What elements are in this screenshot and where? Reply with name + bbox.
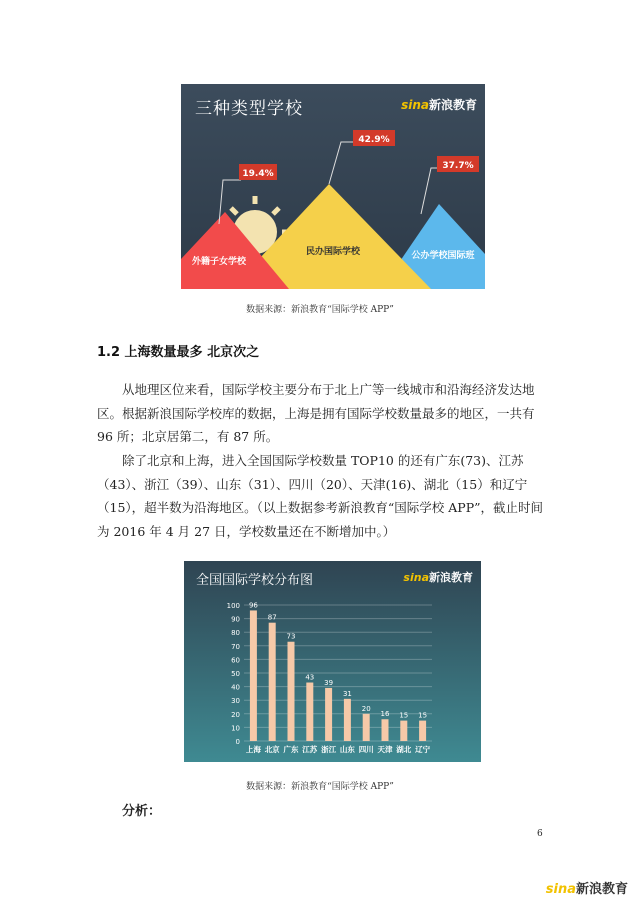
bar-value-label: 73 xyxy=(286,632,296,641)
y-tick-label: 70 xyxy=(231,642,240,651)
school-distribution-chart xyxy=(184,561,481,762)
analysis-label: 分析： xyxy=(122,804,162,819)
y-tick-label: 10 xyxy=(231,724,240,733)
logo-text: 新浪教育 xyxy=(428,98,477,112)
y-tick-label: 30 xyxy=(231,697,240,706)
x-tick-label: 上海 xyxy=(245,745,261,754)
x-tick-label: 广东 xyxy=(283,745,299,754)
x-tick-label: 浙江 xyxy=(321,745,337,754)
paragraph-1: 从地理区位来看，国际学校主要分布于北上广等一线城市和沿海经济发达地区。根据新浪国际学校库的数据，上海是拥有国际学校数量最多的地区，一共有 96 所；北京居第二，有 87 所。 xyxy=(97,382,535,444)
figure2-caption: 数据来源：新浪教育“国际学校 APP” xyxy=(246,782,394,792)
y-tick-label: 20 xyxy=(231,710,240,719)
y-tick-label: 40 xyxy=(231,683,240,692)
bar xyxy=(419,721,426,741)
bar-value-label: 15 xyxy=(418,711,428,720)
bar xyxy=(269,623,276,741)
chart-title: 全国国际学校分布图 xyxy=(196,573,314,588)
school-types-infographic xyxy=(181,84,485,289)
bar xyxy=(344,699,351,741)
y-tick-label: 90 xyxy=(231,615,240,624)
bar xyxy=(382,719,389,741)
bar xyxy=(325,688,332,741)
figure1-caption: 数据来源：新浪教育“国际学校 APP” xyxy=(246,305,394,315)
bar-value-label: 87 xyxy=(267,613,277,622)
bar xyxy=(288,642,295,741)
foreign-school-percent: 19.4% xyxy=(242,169,274,179)
bar-chart-svg xyxy=(184,561,481,762)
x-tick-label: 山东 xyxy=(339,745,355,754)
page-number: 6 xyxy=(537,829,543,839)
logo-brand: sina xyxy=(403,571,429,584)
footer-sina-logo xyxy=(546,878,628,897)
x-tick-label: 四川 xyxy=(358,745,374,754)
bar xyxy=(400,721,407,741)
foreign-school-label: 外籍子女学校 xyxy=(191,257,247,267)
infographic-title: 三种类型学校 xyxy=(195,99,303,119)
bar xyxy=(306,683,313,741)
y-tick-label: 100 xyxy=(226,602,240,610)
y-tick-label: 0 xyxy=(235,738,240,746)
bar-value-label: 16 xyxy=(380,710,390,719)
x-tick-label: 江苏 xyxy=(302,745,318,754)
logo-brand: sina xyxy=(401,98,429,112)
bar-value-label: 43 xyxy=(305,673,315,682)
y-tick-label: 80 xyxy=(231,629,240,638)
x-tick-label: 湖北 xyxy=(396,745,412,754)
bar xyxy=(363,714,370,741)
y-tick-label: 50 xyxy=(231,670,240,678)
bar-value-label: 31 xyxy=(342,689,352,698)
bar xyxy=(250,610,257,741)
public-school-label: 公办学校国际班 xyxy=(411,251,475,261)
bar-value-label: 20 xyxy=(361,704,371,713)
bar-value-label: 39 xyxy=(324,678,334,687)
private-school-percent: 42.9% xyxy=(358,135,390,145)
footer-logo-brand: sina xyxy=(545,882,576,897)
bar-value-label: 96 xyxy=(248,601,258,610)
paragraph-2: 除了北京和上海，进入全国国际学校数量 TOP10 的还有广东(73)、江苏（43）、浙江（39）、山东（31）、四川（20）、天津(16)、湖北（15）和辽宁（15），超半数为沿海地区。（以上数据参考新浪教育“国际学校 APP”，截止时间为 2016 年 4 月 27 日，学校数量还在不断增加中。） xyxy=(97,453,544,539)
x-tick-label: 天津 xyxy=(377,745,393,754)
y-tick-label: 60 xyxy=(231,656,240,665)
bar-value-label: 15 xyxy=(399,711,409,720)
footer-logo-text: 新浪教育 xyxy=(575,882,628,897)
logo-text: 新浪教育 xyxy=(429,571,473,584)
section-heading: 1.2 上海数量最多 北京次之 xyxy=(97,345,260,360)
sina-logo xyxy=(401,96,477,113)
public-school-percent: 37.7% xyxy=(442,161,474,171)
x-tick-label: 北京 xyxy=(264,745,280,754)
private-school-label: 民办国际学校 xyxy=(305,247,361,257)
x-tick-label: 辽宁 xyxy=(415,745,431,754)
